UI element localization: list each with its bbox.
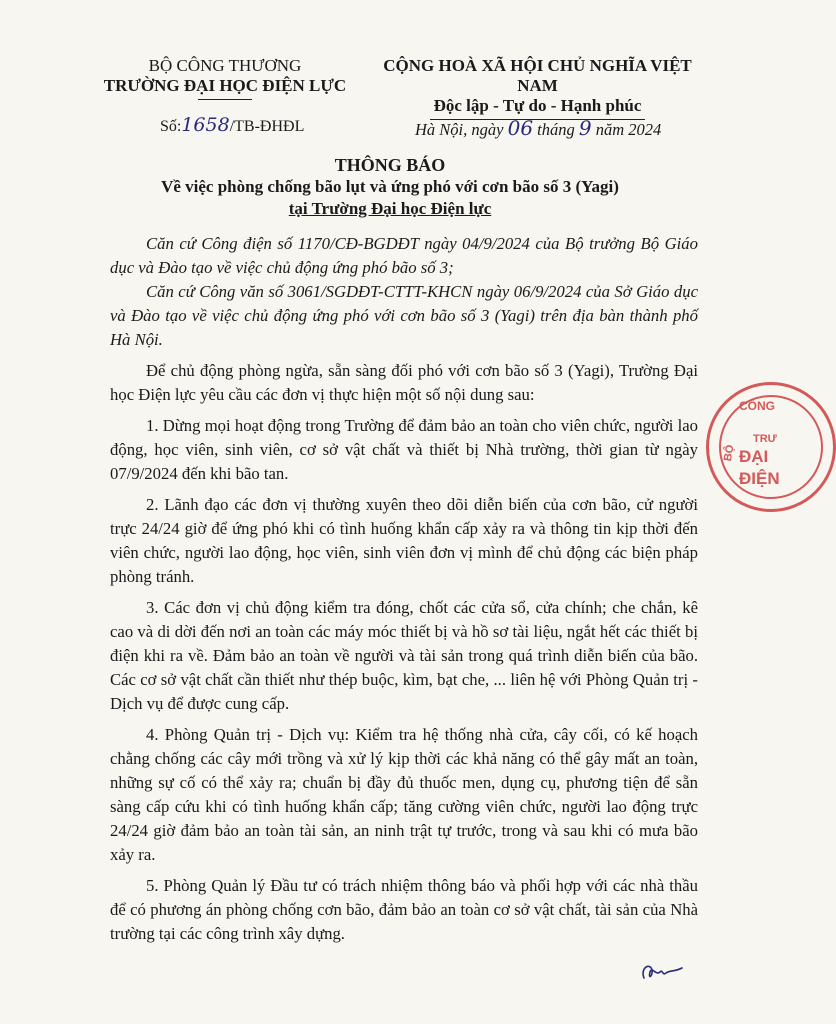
seal-text-top: CÔNG xyxy=(739,399,775,413)
title-heading: THÔNG BÁO xyxy=(334,155,446,175)
date-year: năm 2024 xyxy=(595,120,662,139)
university-name: TRƯỜNG ĐẠI HỌC ĐIỆN LỰC xyxy=(103,76,347,95)
item-paragraph: 5. Phòng Quản lý Đầu tư có trách nhiệm thông báo và phối hợp với các nhà thầu để có phương án phòng chống cơn bão, đảm bảo an toàn cơ sở vật chất, tài sản của Nhà trường tại các công trình xây dựng. xyxy=(110,876,698,943)
title-subject-line2: tại Trường Đại học Điện lực xyxy=(288,199,492,218)
issue-date xyxy=(415,116,661,140)
doc-number-suffix: /TB-ĐHĐL xyxy=(229,118,305,135)
country-name: CỘNG HOÀ XÃ HỘI CHỦ NGHĨA VIỆT NAM xyxy=(383,56,692,95)
seal-text-side: BỘ xyxy=(721,443,737,463)
header-left-underline xyxy=(198,99,252,100)
date-month: 9 xyxy=(578,116,592,140)
doc-number-prefix: Số: xyxy=(160,118,182,135)
seal-text-mid: TRƯ xyxy=(753,433,777,445)
document-number xyxy=(160,114,304,136)
seal-text-line2: ĐIỆN xyxy=(739,469,780,488)
item-paragraph: 1. Dừng mọi hoạt động trong Trường để đảm bảo an toàn cho viên chức, người lao động, học viên, sinh viên, cơ sở vật chất và thiết bị Nhà trường, thời gian từ ngày 07/9/2024 đến khi bão tan. xyxy=(110,416,698,483)
date-day: 06 xyxy=(507,116,534,140)
document-body xyxy=(110,232,698,946)
ministry-name: BỘ CÔNG THƯƠNG xyxy=(148,56,302,75)
seal-text-line1: ĐẠI xyxy=(739,447,769,466)
basis-paragraph: Căn cứ Công điện số 1170/CĐ-BGDĐT ngày 04/9/2024 của Bộ trưởng Bộ Giáo dục và Đào tạo về việc chủ động ứng phó bão số 3; xyxy=(110,234,698,277)
item-paragraph: 2. Lãnh đạo các đơn vị thường xuyên theo dõi diễn biến của cơn bão, cử người trực 24/24 giờ để ứng phó khi có tình huống khẩn cấp xảy ra và thông tin kịp thời đến viên chức, người lao động, học viên, sinh viên đơn vị mình để chủ động các biện pháp phòng tránh. xyxy=(110,495,698,586)
issuer-header xyxy=(100,56,350,100)
intro-paragraph: Để chủ động phòng ngừa, sẵn sàng đối phó với cơn bão số 3 (Yagi), Trường Đại học Điện lực yêu cầu các đơn vị thực hiện một số nội dung sau: xyxy=(110,361,698,404)
item-paragraph: 3. Các đơn vị chủ động kiểm tra đóng, chốt các cửa sổ, cửa chính; che chắn, kê cao và di dời đến nơi an toàn các máy móc thiết bị và hồ sơ tài liệu, ngắt hết các thiết bị điện khi ra về. Đảm bảo an toàn về người và tài sản trong quá trình diễn biến của bão. Các cơ sở vật chất cần thiết như thép buộc, kìm, bạt che, ... liên hệ với Phòng Quản trị - Dịch vụ để được cung cấp. xyxy=(110,598,698,713)
national-header xyxy=(365,56,710,120)
national-motto: Độc lập - Tự do - Hạnh phúc xyxy=(433,96,642,115)
official-seal xyxy=(706,382,836,512)
item-paragraph: 4. Phòng Quản trị - Dịch vụ: Kiểm tra hệ thống nhà cửa, cây cối, có kế hoạch chằng chống các cây mới trồng và xử lý kịp thời các khả năng có thể gây mất an toàn, những sự cố có thể xảy ra; chuẩn bị đầy đủ thuốc men, dụng cụ, phương tiện để sẵn sàng cấp cứu khi có tình huống khẩn cấp; tăng cường viên chức, người lao động trực 24/24 giờ đảm bảo an toàn tài sản, an ninh trật tự trước, trong và sau khi có mưa bão xảy ra. xyxy=(110,725,698,864)
initial-signature xyxy=(636,956,686,986)
date-prefix: Hà Nội, ngày xyxy=(415,120,504,139)
doc-number-handwritten: 1658 xyxy=(181,114,230,136)
basis-paragraph: Căn cứ Công văn số 3061/SGDĐT-CTTT-KHCN ngày 06/9/2024 của Sở Giáo dục và Đào tạo về việc chủ động ứng phó với cơn bão số 3 (Yagi) trên địa bàn thành phố Hà Nội. xyxy=(110,282,698,349)
date-month-label: tháng xyxy=(537,120,575,139)
title-subject-line1: Về việc phòng chống bão lụt và ứng phó với cơn bão số 3 (Yagi) xyxy=(161,177,619,196)
document-title xyxy=(110,154,670,220)
